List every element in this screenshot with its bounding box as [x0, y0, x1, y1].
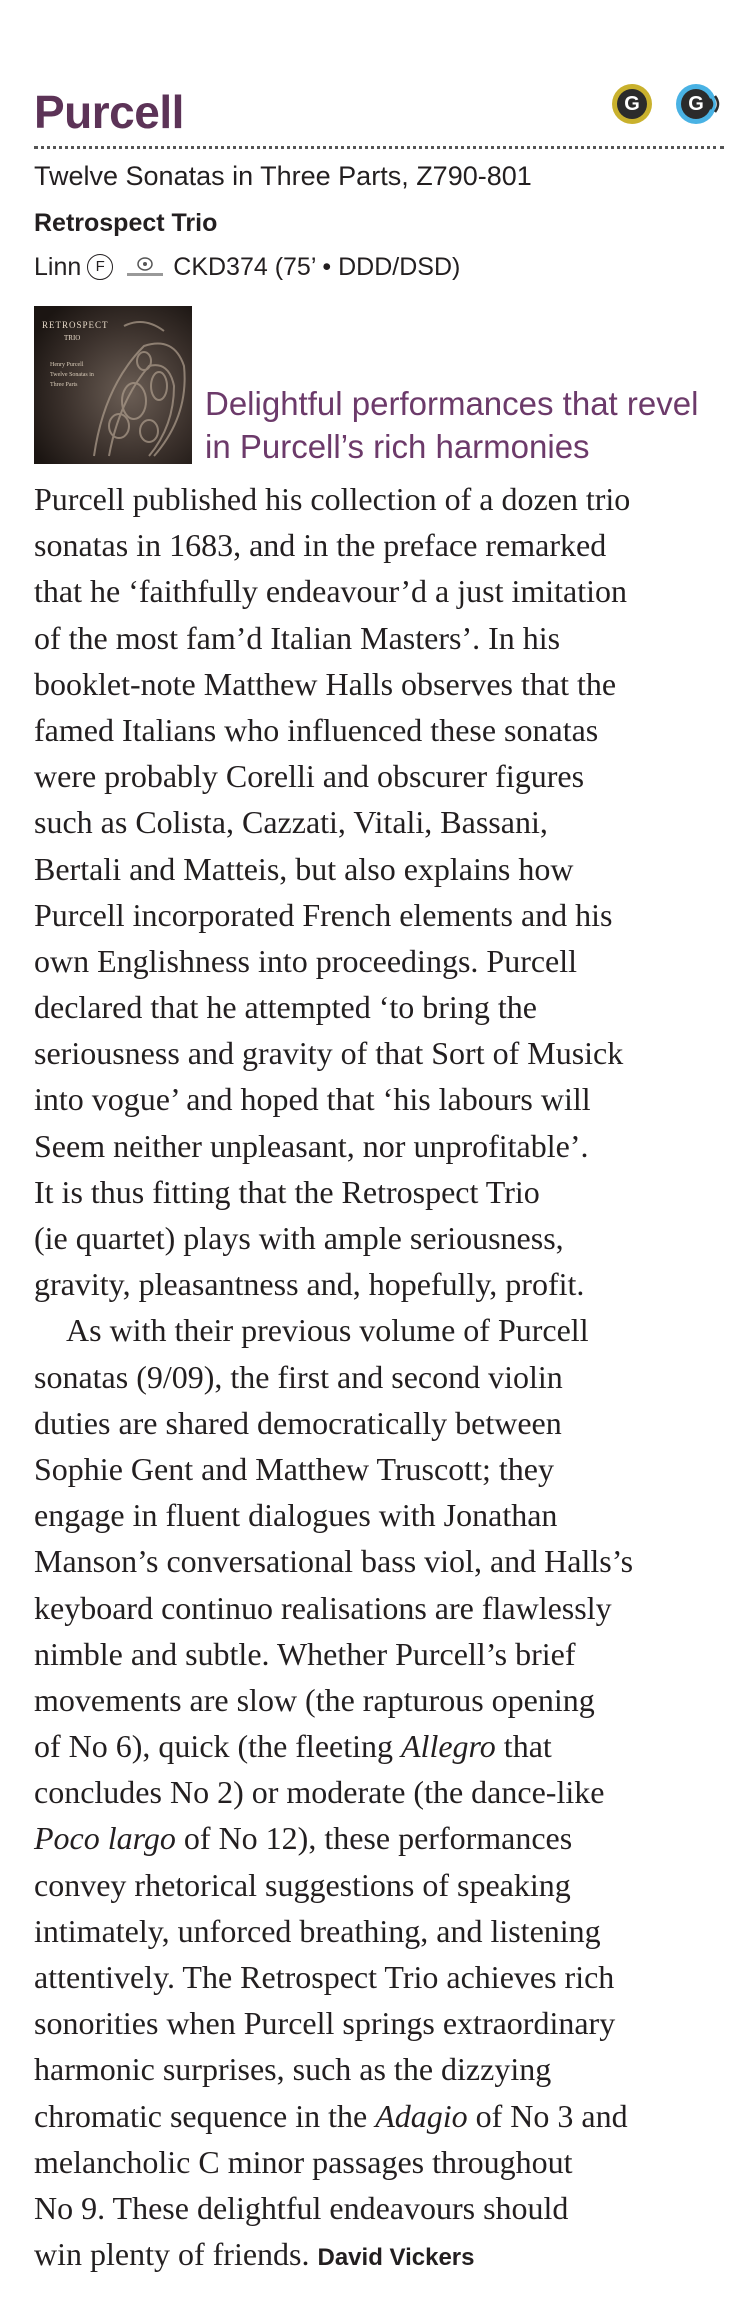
body-line	[34, 1815, 734, 1861]
record-label: Linn	[34, 253, 82, 281]
cover-work-text: Twelve Sonatas in	[50, 372, 94, 378]
body-line: own Englishness into proceedings. Purcell	[34, 942, 578, 979]
line-text: of No 3 and	[467, 2097, 628, 2134]
heading-divider	[34, 146, 724, 149]
body-line: into vogue’ and hoped that ‘his labours will	[34, 1081, 591, 1118]
album-cover	[34, 306, 192, 464]
body-line: duties are shared democratically between	[34, 1404, 562, 1441]
body-line: that he ‘faithfully endeavour’d a just imitation	[34, 573, 628, 610]
body-line: Seem neither unpleasant, nor unprofitable’.	[34, 1127, 589, 1164]
body-line: seriousness and gravity of that Sort of Musick	[34, 1035, 624, 1072]
sound-waves-icon	[708, 92, 724, 116]
line-text: of No 12), these performances	[175, 1820, 573, 1857]
body-line: keyboard continuo realisations are flawlessly	[34, 1589, 612, 1626]
body-line	[34, 2231, 734, 2277]
line-text: win plenty of friends.	[34, 2236, 318, 2273]
body-line: of the most fam’d Italian Masters’. In his	[34, 619, 561, 656]
line-text: of No 6), quick (the fleeting	[34, 1728, 401, 1765]
body-line: such as Colista, Cazzati, Vitali, Bassani,	[34, 804, 548, 841]
composer-heading: Purcell	[34, 86, 184, 138]
body-line: movements are slow (the rapturous opening	[34, 1681, 595, 1718]
body-line: declared that he attempted ‘to bring the	[34, 989, 537, 1026]
review-headline: Delightful performances that revel in Purcell’s rich harmonies	[205, 385, 699, 465]
body-line: sonatas (9/09), the first and second violin	[34, 1358, 563, 1395]
body-line: were probably Corelli and obscurer figures	[34, 758, 585, 795]
full-price-icon: F	[87, 254, 113, 280]
body-line: convey rhetorical suggestions of speaking	[34, 1866, 571, 1903]
body-line: Bertali and Matteis, but also explains how	[34, 850, 574, 887]
body-line: nimble and subtle. Whether Purcell’s brief	[34, 1635, 576, 1672]
body-line: concludes No 2) or moderate (the dance-like	[34, 1774, 605, 1811]
body-line: Purcell incorporated French elements and his	[34, 896, 613, 933]
body-line: engage in fluent dialogues with Jonathan	[34, 1497, 558, 1534]
tempo-marking: Adagio	[375, 2097, 468, 2134]
body-line: (ie quartet) plays with ample seriousness,	[34, 1220, 564, 1256]
body-line: No 9. These delightful endeavours should	[34, 2189, 569, 2226]
body-line: sonorities when Purcell springs extraordinary	[34, 2005, 616, 2042]
body-line: Manson’s conversational bass viol, and Halls’s	[34, 1543, 634, 1580]
tempo-marking: Poco largo	[34, 1820, 176, 1857]
performers: Retrospect Trio	[34, 209, 218, 237]
cover-composer-text: Henry Purcell	[50, 362, 84, 368]
line-text: chromatic sequence in the	[34, 2097, 376, 2134]
reviewer-byline: David Vickers	[317, 2244, 475, 2272]
review-body	[34, 476, 734, 2277]
body-line: famed Italians who influenced these sonatas	[34, 711, 599, 748]
gramophone-sound-badge-icon: G	[676, 84, 716, 124]
cover-work-text-2: Three Parts	[50, 382, 78, 388]
cover-subtitle-text: TRIO	[64, 334, 81, 342]
body-line: It is thus fitting that the Retrospect Trio	[34, 1173, 540, 1210]
work-title: Twelve Sonatas in Three Parts, Z790-801	[34, 161, 532, 191]
body-line: gravity, pleasantness and, hopefully, profit.	[34, 1266, 585, 1303]
body-line: booklet-note Matthew Halls observes that the	[34, 665, 617, 702]
album-cover-art	[34, 306, 192, 464]
body-line: intimately, unforced breathing, and listening	[34, 1912, 601, 1949]
body-line	[34, 2093, 734, 2139]
body-line: Sophie Gent and Matthew Truscott; they	[34, 1450, 554, 1487]
gramophone-cd-badge-icon: G	[612, 84, 652, 124]
body-line: attentively. The Retrospect Trio achieves rich	[34, 1959, 615, 1995]
body-line	[34, 1723, 734, 1769]
body-line: sonatas in 1683, and in the preface remarked	[34, 527, 607, 564]
body-line: harmonic surprises, such as the dizzying	[34, 2051, 552, 2088]
catalogue-number: CKD374 (75’ • DDD/DSD)	[173, 253, 461, 281]
body-line: As with their previous volume of Purcell	[66, 1312, 589, 1349]
body-line: melancholic C minor passages throughout	[34, 2143, 573, 2180]
tempo-marking: Allegro	[401, 1728, 496, 1765]
body-line: Purcell published his collection of a dozen trio	[34, 481, 631, 517]
cover-title-text: RETROSPECT	[42, 320, 109, 330]
catalogue-line	[34, 250, 460, 284]
sacd-logo-icon	[125, 256, 165, 278]
line-text: that	[495, 1728, 552, 1765]
